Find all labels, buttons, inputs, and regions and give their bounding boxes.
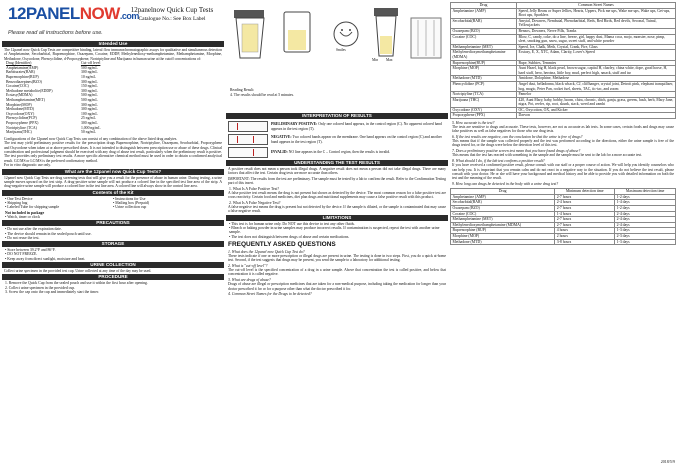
faq-answer: This means that if the sample was collected properly and the test was performed according to the directions, either the urine sample is free of the drugs tested for, or the drugs were below the detection level of this test.	[452, 138, 674, 148]
cutoff-row-cell: Oxycodone(OXY)	[6, 111, 35, 116]
test-description: The test may yield preliminary positive results for the prescription drugs Buprenorphine, Nortriptyline, Oxazepam, Secobarbital, Propoxyphene and Oxycodone when taken at or above prescribed doses. It is not intended to distinguish between prescription use or abuse of these drugs. Clinical consideration and professional judgment should be exercised with any drug of abuse test result, particularly when the preliminary result is positive. The test provides only preliminary test results. A more specific alternative chemical method must be used in order to obtain a confirmed analytical result. GC/MS or LC/MS is the preferred confirmatory method.	[4, 141, 222, 163]
faq-question: 5. How accurate is the test?	[452, 120, 495, 125]
faq-question: 6. If the test results are negative, can the conclusion be that the urine is free of drugs?	[452, 134, 583, 139]
cutoff-row-cell: 25 ng/mL	[80, 116, 96, 121]
faq-question: 4. Common Street Names for the Drugs to be detected?	[228, 292, 312, 297]
detection-row-cell: 2-7 hours	[555, 206, 615, 212]
street-row-cell: Marijuana (THC)	[451, 97, 517, 107]
configuration-note: Configurations of the 12panel now Quick Cup Tests can consist of any combination of the above listed drug analytes.	[4, 136, 178, 141]
street-row	[451, 66, 676, 76]
kit-item: • One Test Device	[5, 196, 33, 201]
street-row-cell: Oxycodone (OXY)	[451, 107, 517, 113]
procedure-step-4: 4. The results should be read at 5 minutes.	[230, 93, 295, 97]
kit-item: • Shipping bag	[5, 201, 28, 206]
cutoff-row-cell: Cocaine(COC)	[6, 84, 29, 89]
kit-contents	[5, 197, 221, 210]
detection-header-min: Minimum detection time	[555, 189, 615, 195]
detection-row-cell: Methamphetamine (MET)	[451, 217, 555, 223]
detection-row-cell: 2-7 hours	[555, 217, 615, 223]
street-row-cell: Darvon	[517, 113, 676, 119]
intended-use-text: The 12panel now Quick Cup Tests are competitive binding, lateral flow immunochromatographic assays for qualitative and simultaneous detection of Amphetamine, Secobarbital, Buprenorphine, Oxazepam, Cocaine, EDDP, Methylenedioxy-methamphetamine, Methamphetamine, Morphine, Methadone, Oxycodone, Phencyclidine, d-Propoxyphene, Nortriptyline and Marijuana in human urine at the cutoff concentrations of:	[4, 48, 222, 61]
street-names-table	[450, 2, 676, 119]
faq-answer: The tests are sensitive to drugs and accurate. These tests, however, are not as accurate as lab tests. In some cases, certain foods and drugs may cause false positives as well as false negatives for those who use drug tests.	[452, 124, 674, 133]
detection-row-cell: Methylenedioxymethamphetamine (MDMA)	[451, 222, 555, 228]
street-row-cell: OC, Oxycotton, OX, and Kicker	[517, 107, 676, 113]
result-positive: PRELIMINARY POSITIVE: Only one colored band appears, in the control region (C). No apparent colored band appears in the test region (T).	[228, 121, 446, 132]
detection-row-cell: Methadone (MTD)	[451, 239, 555, 245]
street-row-cell: Amphetamine (AMP)	[451, 8, 517, 18]
urine-collection-text: Collect urine specimen in the provided test cup. Urine collected at any time of the day may be used.	[4, 269, 152, 274]
cutoff-row-cell: Nortriptyline (TCA)	[6, 125, 37, 130]
storage-item: • DO NOT FREEZE.	[5, 252, 38, 257]
cutoff-row-cell: Benzodiazepines(BZO)	[6, 79, 42, 84]
detection-row-cell: Secobarbital(BAR)	[451, 200, 555, 206]
detection-row-cell: 1-4 days	[615, 200, 676, 206]
street-header-names: Common Street Names	[517, 3, 676, 9]
detection-row-cell: 2-7 hours	[555, 194, 615, 200]
faq-answer: The cut-off level is the specified concentration of a drug in a urine sample. Above that concentration the test is called positive, and below that concentration it is called negative.	[228, 267, 446, 277]
cutoff-row-cell: Methamphetamine(MET)	[6, 97, 46, 102]
street-row-cell: Propoxyphene (PPX)	[451, 113, 517, 119]
cutoff-row-cell: 500 ng/mL	[80, 93, 98, 98]
detection-row-cell: 2-3 days	[615, 233, 676, 239]
section-intended-use: Intended Use	[2, 41, 224, 47]
street-row-cell: Nortriptyline (TCA)	[451, 92, 517, 98]
detection-time-table	[450, 188, 676, 245]
street-row-cell: Ecstasy, E, X, XTC, Adam, Clarity, Lover's Speed	[517, 50, 676, 60]
cutoff-row-cell: Ecstasy(MDMA)	[6, 93, 33, 98]
street-row-cell: Methylenedioxymethamphetamine (MDMA)	[451, 50, 517, 60]
street-row-cell: Oxazepam (BZO)	[451, 28, 517, 34]
street-row	[451, 8, 676, 18]
detection-header-max: Maximum detection time	[615, 189, 676, 195]
cutoff-row-cell: 100 ng/mL	[80, 111, 98, 116]
section-kit-contents: Contents of the Kit	[2, 190, 224, 196]
faq-continued	[450, 121, 676, 187]
street-header-drug: Drug	[451, 3, 517, 9]
section-procedure: PROCEDURE	[2, 274, 224, 280]
min-label: Min	[372, 58, 378, 62]
street-row	[451, 97, 676, 107]
street-row-cell: Methamphetamine (MET)	[451, 44, 517, 50]
street-row-cell: Cocaine (COC)	[451, 34, 517, 44]
street-row	[451, 81, 676, 91]
what-is-text: 12panel now Quick Cup Tests are drug screening tests that will give you a result for the presence of abuse in human urine. During testing, a urine sample moves upward on the test strip. A drug-positive urine sample will not produce a colored line in the specified test line area of the strip. A drug-negative urine sample will produce a colored line in the test line area. A colored line will always show in the control line area.	[4, 175, 222, 189]
cutoff-row-cell: 300 ng/mL	[80, 107, 98, 112]
precaution-item: • Do not use after the expiration date.	[5, 227, 62, 232]
column-middle	[226, 0, 448, 296]
street-row-cell: 420, Aunt Mary, baby, bobby, boom, chira, chronic, ditch, ganja, grass, greens, hash, herb, Mary Jane, nigra, Pot, reefer, rip, root, skunk, stack, weed and zambi	[517, 97, 676, 107]
cutoff-row-cell: 10 ng/mL	[80, 75, 96, 79]
faq-answer: Drugs of abuse are illegal or prescription medicines that are taken for a non-medical purpose, including taking the medication for longer than your doctor prescribed it for or for a purpose other than what the doctor prescribed it for.	[228, 282, 446, 291]
detection-row-cell: Buprenorphine (BUP)	[451, 228, 555, 234]
street-row	[451, 34, 676, 44]
kit-item: • Urine collection cup	[113, 205, 147, 210]
cutoff-row-cell: 50 ng/mL	[80, 130, 96, 135]
precaution-item: • Do not reuse the test.	[5, 235, 40, 240]
street-row-cell: Buprenorphine(BUP)	[451, 60, 517, 66]
section-urine-collection: URINE COLLECTION	[2, 262, 224, 268]
cutoff-row-cell: 500 ng/mL	[80, 97, 98, 102]
faq-question: 7. Does a preliminary positive screen test mean that you have found drugs of abuse?	[452, 149, 581, 154]
invalid-strip-icon	[228, 147, 268, 158]
faq-question: 2. What is "cut-off level"?	[228, 263, 268, 268]
street-row-cell: Morphine (MOP)	[451, 66, 517, 76]
detection-row-cell: 2-4 hours	[555, 200, 615, 206]
street-row-cell: Amidone, Dolophine, Methadose	[517, 76, 676, 82]
faq-question: 8. What should I do, if the lab test confirms a positive result?	[452, 159, 545, 164]
street-row-cell: Amytal, Downers, Nembutal, Phenobarbital, Reds, Red Birds, Red devils, Seconal, Tuinal, Yellowjackets	[517, 18, 676, 28]
column-left	[2, 0, 224, 294]
cutoff-row-cell: 300 ng/mL	[80, 79, 98, 84]
detection-row-cell: 2-4 days	[615, 211, 676, 217]
street-row-cell: Secobarbital(BAR)	[451, 18, 517, 28]
cutoff-row-cell: Morphine(MOP)	[6, 102, 32, 107]
faq-question: 3. What are drugs of abuse?	[228, 278, 271, 283]
detection-row-cell: 2-4 days	[615, 217, 676, 223]
street-row-cell: Bupe, Subbies, Temmies	[517, 60, 676, 66]
negative-strip-icon	[228, 134, 268, 145]
detection-row-cell: Amphetamine (AMP)	[451, 194, 555, 200]
result-invalid: INVALID: NO line appears in the C – Control region, then the results is invalid.	[228, 147, 446, 158]
detection-header-drug: Drug	[451, 189, 555, 195]
column-right	[450, 0, 676, 245]
storage-item: • Keep away from direct sunlight, moisture and heat.	[5, 256, 86, 261]
cutoff-row-cell: 300 ng/mL	[80, 88, 98, 93]
false-positive-text: A false positive test result means the drug is not present but shown as detected by the device. The most common reason for a false positive test are cross reactivity. Certain food and medicines, diet plan drugs and nutritional supplements may cause a false positive result with this product.	[228, 190, 446, 200]
faq-question: 9. How long can drugs be detected in the body with a urine drug test?	[452, 182, 559, 187]
cutoff-row-cell: Methadone metabolite(EDDP)	[6, 88, 53, 93]
cutoff-header-level: Cut-off level	[80, 61, 101, 66]
faq-answer: If you have received a confirmed positive result, please consult with our staff or a proper course of action. We will help you identify counselors who can help you. It is important that you remain calm and do not react in a negative way to the situation. If you do not believe the test result, please consult with your doctor. He or she will have your background and medical history and be able to provide you with detailed information on both the test and the meaning of the result.	[452, 163, 674, 181]
street-row-cell: Pamelor	[517, 92, 676, 98]
cutoff-row-cell: Propoxyphene (PPX)	[6, 120, 39, 125]
section-precautions: PRECAUTIONS	[2, 220, 224, 226]
detection-row-cell: 2 hours	[555, 233, 615, 239]
detection-row	[451, 239, 676, 245]
not-included-label: Not included in package	[5, 210, 45, 215]
false-negative-text: A false negative test means the drug is present but not detected by the device. If the sample is diluted, or the sample is contaminated that may cause a false negative result.	[228, 205, 446, 214]
catalogue-number: Catalogue No.: See Box Label	[138, 16, 206, 22]
cutoff-row-cell: Barbiturates(BAR)	[6, 70, 35, 75]
cutoff-row-cell: 150 ng/mL	[80, 84, 98, 89]
procedure-step: 3. Screw the cap onto the cup and immediately start the timer.	[5, 290, 99, 295]
important-text: IMPORTANT: The results from the test are preliminary. The sample must be tested by a lab to confirm the result. Refer to the Confirmation Testing part of this insert.	[228, 176, 446, 186]
detection-row-cell: 3-8 hours	[555, 239, 615, 245]
street-row	[451, 50, 676, 60]
cutoff-row-cell: Phencyclidine(PCP)	[6, 116, 37, 121]
detection-row-cell: 1-3 days	[615, 239, 676, 245]
street-row-cell: Aunt Hazel, big H, black pearl, brown sugar, capital H, charley, china white, dope, good horse, H, hard stuff, hero, heroina, little boy, mud, perfect high, smack, stuff and tar	[517, 66, 676, 76]
detection-row-cell: 1-3 days	[615, 228, 676, 234]
street-row	[451, 18, 676, 28]
detection-row-cell: Morphine (MOP)	[451, 233, 555, 239]
max-label: Max	[386, 58, 393, 62]
cutoff-row-cell: 300 ng/mL	[80, 70, 98, 75]
cutoff-row-cell: Methadone(MTD)	[6, 107, 35, 112]
in-vitro-note: For in vitro diagnostic use only.	[4, 163, 51, 168]
detection-row-cell: 4 hours	[555, 228, 615, 234]
faq-title: FREQUENTLY ASKED QUESTIONS	[228, 241, 336, 249]
detection-row-cell: Oxazepam (BZO)	[451, 206, 555, 212]
kit-item: • Labeled Tube for shipping sample	[5, 205, 60, 210]
street-row-cell: Angel dust, belladonna, black whack, CJ, cliffhanger, crystal joint, Detroit pink, elephant tranquilizer, hog, magic, Peter Pan, rocket fuel, sheets, TAC, tic-tac, and zoom	[517, 81, 676, 91]
read-instructions-note: Please read all instructions before use.	[8, 30, 103, 36]
cutoff-row-cell: Amphetamine(AMP)	[6, 65, 39, 70]
faq-answer: These tests indicate if one or more prescription or illegal drugs are present in urine. The testing is done in two steps. First, you do a quick at-home test. Second, if the test suggests that drugs may be present, you send the sample to a laboratory for additional testing.	[228, 253, 446, 262]
procedure-step: 2. Collect urine specimen in the provided cup.	[5, 285, 76, 290]
section-interpretation: INTERPRETATION OF RESULTS	[226, 113, 448, 119]
detection-row-cell: 1-2 days	[615, 194, 676, 200]
faq-answer: This means that the test has reacted with something in the sample and the sample must be sent to the lab for a more accurate test.	[452, 153, 643, 158]
page-date: 2018/5/9	[660, 459, 675, 464]
procedure-step: 1. Remove the Quick Cup from the sealed pouch and use it within the first hour after opening.	[5, 281, 148, 286]
false-positive-question: 1. What Is A False Positive Test?	[229, 186, 279, 191]
street-row-cell: Blow, C, candy, coke, do a line, freeze, girl, happy dust, Mama coca, mojo, monster, nose, pimp, sleet, smoking gun, snow, sugar, sweet stuff, and white powder	[517, 34, 676, 44]
street-row-cell: Speed, Jelly Beans or Super Jellies, Hearts, Uppers, Pick me ups, Wake me ups, Wake ups, Get-ups, Boot ups, Sparklers	[517, 8, 676, 18]
precaution-item: • The device should remain in the sealed pouch until use.	[5, 231, 92, 236]
cutoff-row	[4, 130, 114, 135]
limitation-item: • The test does not distinguish between drugs of abuse and certain medications.	[229, 234, 350, 239]
not-included-item: • Watch, timer or clock	[5, 214, 41, 219]
limitation-item: • This test is for human urine only. Do NOT use this device to test any other fluids.	[229, 221, 355, 226]
cutoff-row-cell: 300 ng/mL	[80, 120, 98, 125]
detection-row-cell: 2-7 hours	[555, 222, 615, 228]
reading-result-label: Reading Result:	[230, 88, 255, 92]
kit-item: • Instructions for Use	[113, 196, 146, 201]
section-understanding: UNDERSTANDING THE TEST RESULTS	[226, 160, 448, 166]
section-limitations: LIMITATIONS	[226, 215, 448, 221]
document-title: 12panelnow Quick Cup Tests	[130, 6, 214, 14]
detection-row-cell: 1-2 days	[615, 206, 676, 212]
false-negative-question: 2. What Is A False Negative Test?	[229, 200, 281, 205]
procedure-illustration	[226, 0, 448, 112]
detection-row-cell: Cocaine (COC)	[451, 211, 555, 217]
section-what-is: What are the 12panel now Quick Cup Tests?	[2, 169, 224, 175]
cup-illustration	[226, 0, 448, 80]
kit-item: • Mailing box (Prepaid)	[113, 201, 150, 206]
understanding-text: A positive result does not mean a person took illegal drugs. A negative result does not mean a person did not take illegal drugs. There are many factors that affect the test. Certain drug tests are more accurate than others.	[228, 167, 446, 176]
detection-row-cell: 1-4 hours	[555, 211, 615, 217]
brand-logo: 12PANELNOW.com	[8, 4, 139, 23]
street-row-cell: Speed, Ice, Chalk, Meth, Crystal, Crank, Fire, Glass	[517, 44, 676, 50]
street-row-cell: Benzos, Downers, Nerve Pills, Tranks	[517, 28, 676, 34]
faq-question: 1. What does the 12panel now Quick Cup Test do?	[228, 249, 305, 254]
street-row-cell: Phencyclidine (PCP)	[451, 81, 517, 91]
cutoff-row-cell: 300 ng/mL	[80, 102, 98, 107]
section-storage: STORAGE	[2, 241, 224, 247]
cutoff-row-cell: Buprenorphine(BUP)	[6, 75, 39, 79]
cutoff-row-cell: Marijuana(THC)	[6, 130, 32, 135]
limitation-item: • Bleach or baking powder in urine samples may produce incorrect results. If contamination is suspected, repeat the test with another urine sample.	[229, 226, 440, 235]
cutoff-row-cell: 1,000 ng/mL	[80, 125, 101, 130]
street-row-cell: Methadone (MTD)	[451, 76, 517, 82]
street-row	[451, 113, 676, 119]
cutoff-table	[4, 61, 114, 135]
cutoff-row-cell: 500 ng/mL	[80, 65, 98, 70]
smiles-label: Smiles	[336, 48, 346, 52]
cutoff-header-drug: Drug (Identifier)	[6, 61, 32, 66]
positive-strip-icon	[228, 121, 268, 132]
detection-row-cell: 2-4 days	[615, 222, 676, 228]
storage-item: • Store between 39.2°F and 86°F.	[5, 248, 56, 253]
result-negative: NEGATIVE: Two colored bands appear on the membrane. One band appears on the control region (C) and another band appears in the test region (T).	[228, 134, 446, 145]
